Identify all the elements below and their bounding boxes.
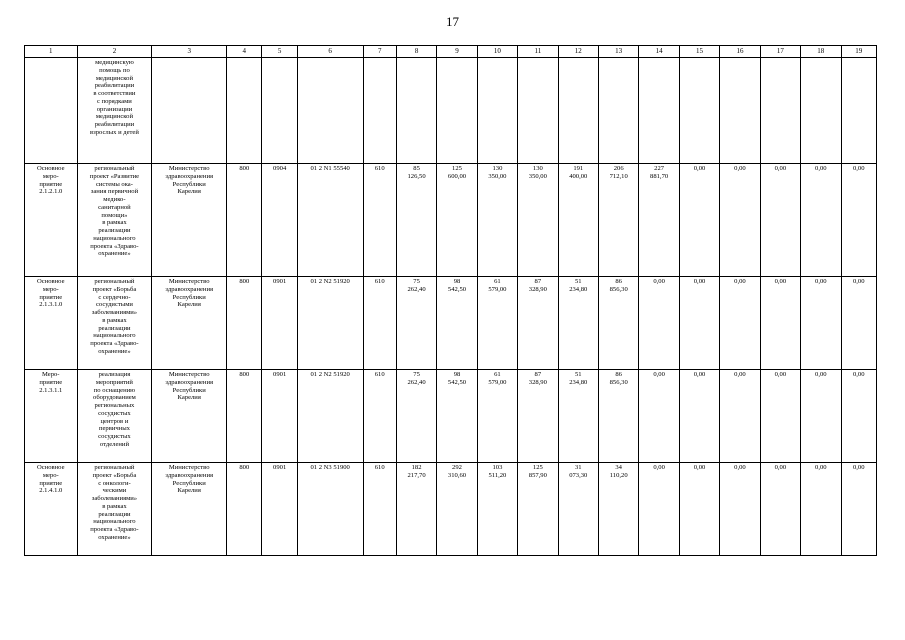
amount-cell-col-16 <box>720 164 760 277</box>
event-code-cell-line: 2.1.3.1.0 <box>39 301 63 309</box>
event-name-cell-line: медицинскую <box>95 59 134 66</box>
amount-cell-col-11 <box>518 277 558 370</box>
amount-cell-col-9 <box>437 58 477 164</box>
event-name-cell-line: проекта «Здраво- <box>90 340 139 348</box>
event-name-cell-line: в рамках <box>102 502 127 510</box>
event-code-cell-line: Основное <box>37 278 65 285</box>
amount-cell-col-15 <box>679 277 719 370</box>
amount-cell-col-9-line: 542,50 <box>447 378 467 386</box>
target-article-cell: 01 2 N1 55540 <box>297 164 363 277</box>
amount-cell-col-13 <box>598 277 638 370</box>
amount-cell-col-9-line: 542,50 <box>447 285 467 293</box>
amount-cell-col-16-line: 0,00 <box>734 371 746 378</box>
event-code-cell-line: меро- <box>42 285 59 293</box>
amount-cell-col-13-line: 856,30 <box>609 285 628 293</box>
amount-cell-col-15 <box>679 370 719 463</box>
executor-cell-line: здравоохранения <box>165 378 214 386</box>
event-name-cell-line: с сердечно- <box>98 293 131 301</box>
column-header-18: 18 <box>801 46 841 58</box>
event-code-cell <box>25 370 78 463</box>
amount-cell-col-10 <box>477 370 517 463</box>
section-code-cell: 0901 <box>262 370 297 463</box>
amount-cell-col-12-line: 51 <box>574 371 582 378</box>
amount-cell-col-15-line: 0,00 <box>693 464 706 471</box>
event-code-cell-line: меро- <box>42 471 59 479</box>
amount-cell-col-13-line: 86 <box>615 278 622 285</box>
grbs-code-cell: 800 <box>227 164 262 277</box>
amount-cell-col-13-line: 110,20 <box>609 471 628 479</box>
amount-cell-col-17 <box>760 463 800 556</box>
amount-cell-col-15-line: 0,00 <box>693 165 706 172</box>
executor-cell-line: Министерство <box>168 278 210 285</box>
section-code-cell: 0904 <box>262 164 297 277</box>
amount-cell-col-17-line: 0,00 <box>774 165 787 172</box>
amount-cell-col-17 <box>760 277 800 370</box>
amount-cell-col-12-line: 234,80 <box>569 285 588 293</box>
event-name-cell-line: региональный <box>94 165 135 172</box>
target-article-cell: 01 2 N3 51900 <box>297 463 363 556</box>
amount-cell-col-9 <box>437 463 477 556</box>
amount-cell-col-12-line: 234,80 <box>569 378 588 386</box>
amount-cell-col-10 <box>477 463 517 556</box>
amount-cell-col-12 <box>558 370 598 463</box>
page-number: 17 <box>446 14 459 29</box>
amount-cell-col-19-line: 0,00 <box>852 278 865 285</box>
event-name-cell-line: оборудованием <box>93 394 136 402</box>
amount-cell-col-13-line: 206 <box>613 165 624 172</box>
amount-cell-col-10-line: 579,00 <box>488 285 507 293</box>
expense-type-cell: 610 <box>363 164 396 277</box>
event-name-cell-line: центров и <box>100 417 129 425</box>
amount-cell-col-18-line: 0,00 <box>815 278 827 285</box>
column-header-17: 17 <box>760 46 800 58</box>
event-name-cell <box>77 164 152 277</box>
amount-cell-col-17-line: 0,00 <box>774 371 787 378</box>
amount-cell-col-15 <box>679 164 719 277</box>
event-name-cell-line: взрослых и детей <box>90 128 139 136</box>
amount-cell-col-19 <box>841 58 877 164</box>
amount-cell-col-10-line: 61 <box>494 278 501 285</box>
event-name-cell-line: мероприятий <box>95 378 133 386</box>
amount-cell-col-17-line: 0,00 <box>774 278 787 285</box>
amount-cell-col-16-line: 0,00 <box>734 464 746 471</box>
event-name-cell-line: организации <box>96 105 133 113</box>
event-name-cell-line: системы ока- <box>95 180 133 188</box>
event-code-cell-line: приятие <box>39 479 63 487</box>
amount-cell-col-11-line: 328,90 <box>528 378 547 386</box>
event-name-cell-line: санитарной <box>98 203 131 211</box>
amount-cell-col-12 <box>558 463 598 556</box>
executor-cell-line: Республики <box>172 479 206 487</box>
amount-cell-col-11-line: 87 <box>534 371 542 378</box>
executor-cell-line: Карелия <box>177 487 201 495</box>
amount-cell-col-8-line: 75 <box>413 371 420 378</box>
amount-cell-col-16 <box>720 370 760 463</box>
amount-cell-col-14 <box>639 463 679 556</box>
amount-cell-col-11-line: 130 <box>532 165 543 172</box>
amount-cell-col-9 <box>437 370 477 463</box>
column-header-12: 12 <box>558 46 598 58</box>
event-name-cell-line: первичных <box>98 425 130 433</box>
column-header-10: 10 <box>477 46 517 58</box>
amount-cell-col-19-line: 0,00 <box>852 165 865 172</box>
amount-cell-col-8 <box>396 164 436 277</box>
amount-cell-col-14 <box>639 164 679 277</box>
event-code-cell <box>25 277 78 370</box>
amount-cell-col-13 <box>598 58 638 164</box>
amount-cell-col-11 <box>518 370 558 463</box>
event-name-cell-line: национального <box>93 518 136 526</box>
event-code-cell-line: меро- <box>42 172 59 180</box>
grbs-code-cell: 800 <box>227 277 262 370</box>
event-code-cell-line: Основное <box>37 165 65 172</box>
amount-cell-col-15-line: 0,00 <box>693 371 706 378</box>
amount-cell-col-9 <box>437 164 477 277</box>
amount-cell-col-16-line: 0,00 <box>734 278 746 285</box>
target-article-cell <box>297 58 363 164</box>
amount-cell-col-9-line: 125 <box>452 165 462 172</box>
header-row <box>25 46 877 58</box>
event-name-cell-line: проект «Развитие <box>89 172 140 180</box>
amount-cell-col-8-line: 262,40 <box>407 285 426 293</box>
executor-cell-line: Министерство <box>168 165 210 172</box>
amount-cell-col-9-line: 98 <box>453 278 461 285</box>
event-name-cell-line: зания первичной <box>90 188 139 196</box>
column-header-19: 19 <box>841 46 877 58</box>
event-name-cell-line: в рамках <box>102 219 127 227</box>
grbs-code-cell: 800 <box>227 370 262 463</box>
executor-cell <box>152 370 227 463</box>
amount-cell-col-11 <box>518 164 558 277</box>
amount-cell-col-10 <box>477 164 517 277</box>
amount-cell-col-16-line: 0,00 <box>734 165 746 172</box>
amount-cell-col-16 <box>720 277 760 370</box>
amount-cell-col-17 <box>760 58 800 164</box>
event-name-cell-line: сосудистых <box>98 433 131 441</box>
event-name-cell <box>77 58 152 164</box>
column-header-8: 8 <box>396 46 436 58</box>
amount-cell-col-14-line: 0,00 <box>653 278 665 285</box>
amount-cell-col-9 <box>437 277 477 370</box>
column-header-2: 2 <box>77 46 152 58</box>
amount-cell-col-14 <box>639 58 679 164</box>
event-name-cell-line: ческими <box>102 487 127 495</box>
event-name-cell-line: в рамках <box>102 316 127 324</box>
grbs-code-cell <box>227 58 262 164</box>
section-code-cell: 0901 <box>262 463 297 556</box>
executor-cell-line: Министерство <box>168 371 210 378</box>
amount-cell-col-18-line: 0,00 <box>815 464 827 471</box>
amount-cell-col-18-line: 0,00 <box>815 371 827 378</box>
amount-cell-col-18 <box>801 58 841 164</box>
event-name-cell-line: проект «Борьба <box>92 471 137 479</box>
event-name-cell-line: реабилитации <box>94 121 135 129</box>
amount-cell-col-14-line: 227 <box>654 165 665 172</box>
amount-cell-col-9-line: 310,60 <box>447 471 467 479</box>
event-code-cell-line: 2.1.2.1.0 <box>39 188 63 196</box>
amount-cell-col-18 <box>801 277 841 370</box>
target-article-cell: 01 2 N2 51920 <box>297 277 363 370</box>
amount-cell-col-17-line: 0,00 <box>774 464 787 471</box>
event-name-cell <box>77 370 152 463</box>
amount-cell-col-8-line: 262,40 <box>407 378 426 386</box>
table-row <box>25 463 877 556</box>
executor-cell <box>152 58 227 164</box>
expense-type-cell: 610 <box>363 370 396 463</box>
section-code-cell: 0901 <box>262 277 297 370</box>
amount-cell-col-13 <box>598 370 638 463</box>
amount-cell-col-12-line: 400,00 <box>569 172 588 180</box>
event-name-cell-line: проекта «Здраво- <box>90 242 139 250</box>
amount-cell-col-9-line: 98 <box>453 371 461 378</box>
amount-cell-col-17 <box>760 370 800 463</box>
executor-cell-line: здравоохранения <box>165 172 214 180</box>
amount-cell-col-19 <box>841 463 877 556</box>
executor-cell-line: здравоохранения <box>165 285 214 293</box>
event-code-cell-line: 2.1.3.1.1 <box>39 386 63 394</box>
event-name-cell-line: национального <box>93 234 136 242</box>
amount-cell-col-14-line: 0,00 <box>653 464 665 471</box>
event-name-cell-line: отделений <box>99 440 129 448</box>
amount-cell-col-12-line: 51 <box>574 278 582 285</box>
event-code-cell-line: приятие <box>39 293 63 301</box>
amount-cell-col-10-line: 350,00 <box>488 172 507 180</box>
amount-cell-col-8 <box>396 277 436 370</box>
amount-cell-col-12-line: 073,30 <box>569 471 588 479</box>
column-header-9: 9 <box>437 46 477 58</box>
amount-cell-col-11-line: 125 <box>532 464 543 471</box>
event-name-cell-line: помощи» <box>101 211 128 219</box>
amount-cell-col-18 <box>801 370 841 463</box>
amount-cell-col-19-line: 0,00 <box>852 371 865 378</box>
amount-cell-col-14-line: 881,70 <box>650 172 669 180</box>
event-code-cell <box>25 164 78 277</box>
amount-cell-col-13-line: 34 <box>615 464 622 471</box>
amount-cell-col-9-line: 600,00 <box>447 172 467 180</box>
executor-cell <box>152 277 227 370</box>
amount-cell-col-8 <box>396 58 436 164</box>
amount-cell-col-11-line: 857,90 <box>528 471 547 479</box>
amount-cell-col-11 <box>518 58 558 164</box>
event-name-cell-line: реализации <box>98 324 131 332</box>
amount-cell-col-10 <box>477 277 517 370</box>
budget-table <box>24 45 877 556</box>
event-name-cell-line: заболеваниями» <box>91 309 138 317</box>
amount-cell-col-8 <box>396 463 436 556</box>
amount-cell-col-18-line: 0,00 <box>815 165 827 172</box>
event-name-cell-line: проекта «Здраво- <box>90 526 139 534</box>
event-name-cell-line: медицинской <box>95 113 133 121</box>
amount-cell-col-19 <box>841 277 877 370</box>
amount-cell-col-8-line: 217,70 <box>407 471 426 479</box>
amount-cell-col-12 <box>558 164 598 277</box>
event-name-cell-line: реализации <box>98 510 131 518</box>
amount-cell-col-12 <box>558 277 598 370</box>
table-row <box>25 370 877 463</box>
column-header-16: 16 <box>720 46 760 58</box>
column-header-7: 7 <box>363 46 396 58</box>
executor-cell <box>152 164 227 277</box>
amount-cell-col-13 <box>598 164 638 277</box>
amount-cell-col-8-line: 182 <box>411 464 422 471</box>
executor-cell-line: Карелия <box>177 394 201 402</box>
amount-cell-col-10-line: 61 <box>494 371 501 378</box>
executor-cell-line: Республики <box>172 293 206 301</box>
event-code-cell-line: приятие <box>39 180 63 188</box>
event-name-cell-line: заболеваниями» <box>91 495 138 503</box>
event-name-cell-line: охранение» <box>98 347 131 355</box>
column-header-4: 4 <box>227 46 262 58</box>
amount-cell-col-19 <box>841 164 877 277</box>
amount-cell-col-8-line: 126,50 <box>407 172 426 180</box>
amount-cell-col-11-line: 350,00 <box>528 172 547 180</box>
amount-cell-col-12-line: 191 <box>573 165 584 172</box>
amount-cell-col-14 <box>639 370 679 463</box>
event-name-cell-line: охранение» <box>98 250 131 258</box>
amount-cell-col-8-line: 85 <box>413 165 420 172</box>
amount-cell-col-10-line: 130 <box>492 165 503 172</box>
event-code-cell <box>25 58 78 164</box>
column-header-13: 13 <box>598 46 638 58</box>
amount-cell-col-19-line: 0,00 <box>852 464 865 471</box>
event-name-cell-line: сосудистыми <box>95 301 133 309</box>
event-name-cell-line: региональный <box>94 278 135 285</box>
amount-cell-col-11 <box>518 463 558 556</box>
amount-cell-col-13 <box>598 463 638 556</box>
executor-cell-line: здравоохранения <box>165 471 214 479</box>
event-code-cell-line: Основное <box>37 464 65 471</box>
amount-cell-col-17 <box>760 164 800 277</box>
event-name-cell-line: охранение» <box>98 533 131 541</box>
amount-cell-col-13-line: 86 <box>615 371 622 378</box>
amount-cell-col-19 <box>841 370 877 463</box>
amount-cell-col-10-line: 511,20 <box>488 471 507 479</box>
event-name-cell-line: региональных <box>94 402 135 410</box>
expense-type-cell <box>363 58 396 164</box>
amount-cell-col-11-line: 328,90 <box>528 285 547 293</box>
amount-cell-col-8-line: 75 <box>413 278 420 285</box>
event-name-cell-line: по оснащению <box>93 386 136 394</box>
amount-cell-col-9-line: 292 <box>452 464 462 471</box>
table-row <box>25 277 877 370</box>
executor-cell-line: Карелия <box>177 301 201 309</box>
event-name-cell-line: с онкологи- <box>98 479 131 487</box>
event-name-cell-line: медико- <box>103 196 126 204</box>
event-name-cell-line: реализации <box>98 227 131 235</box>
event-name-cell-line: реализация <box>98 371 131 378</box>
expense-type-cell: 610 <box>363 463 396 556</box>
table-row <box>25 58 877 164</box>
amount-cell-col-8 <box>396 370 436 463</box>
event-name-cell <box>77 463 152 556</box>
column-header-3: 3 <box>152 46 227 58</box>
event-name-cell-line: национального <box>93 332 136 340</box>
column-header-14: 14 <box>639 46 679 58</box>
column-header-11: 11 <box>518 46 558 58</box>
table-row <box>25 164 877 277</box>
executor-cell-line: Карелия <box>177 188 201 196</box>
amount-cell-col-12-line: 31 <box>574 464 582 471</box>
amount-cell-col-10-line: 579,00 <box>488 378 507 386</box>
amount-cell-col-13-line: 856,30 <box>609 378 628 386</box>
event-name-cell-line: реабилитации <box>94 82 135 90</box>
section-code-cell <box>262 58 297 164</box>
amount-cell-col-15 <box>679 463 719 556</box>
executor-cell-line: Республики <box>172 386 206 394</box>
amount-cell-col-10-line: 103 <box>492 464 503 471</box>
event-name-cell-line: медицинской <box>95 74 133 82</box>
amount-cell-col-14-line: 0,00 <box>653 371 665 378</box>
event-name-cell-line: с порядками <box>97 97 132 105</box>
amount-cell-col-10 <box>477 58 517 164</box>
executor-cell-line: Министерство <box>168 464 210 471</box>
amount-cell-col-14 <box>639 277 679 370</box>
amount-cell-col-18 <box>801 463 841 556</box>
amount-cell-col-16 <box>720 58 760 164</box>
event-code-cell-line: 2.1.4.1.0 <box>39 487 63 495</box>
amount-cell-col-13-line: 712,10 <box>609 172 628 180</box>
event-name-cell-line: региональный <box>94 464 135 471</box>
event-name-cell-line: в соответствии <box>93 90 136 98</box>
grbs-code-cell: 800 <box>227 463 262 556</box>
column-header-6: 6 <box>297 46 363 58</box>
event-name-cell-line: помощь по <box>99 66 130 74</box>
amount-cell-col-11-line: 87 <box>534 278 542 285</box>
event-code-cell-line: Меро- <box>42 371 60 378</box>
event-name-cell <box>77 277 152 370</box>
amount-cell-col-15 <box>679 58 719 164</box>
executor-cell-line: Республики <box>172 180 206 188</box>
amount-cell-col-18 <box>801 164 841 277</box>
column-header-15: 15 <box>679 46 719 58</box>
event-code-cell-line: приятие <box>39 378 63 386</box>
expense-type-cell: 610 <box>363 277 396 370</box>
amount-cell-col-12 <box>558 58 598 164</box>
amount-cell-col-16 <box>720 463 760 556</box>
amount-cell-col-15-line: 0,00 <box>693 278 706 285</box>
target-article-cell: 01 2 N2 51920 <box>297 370 363 463</box>
event-name-cell-line: сосудистых <box>98 409 131 417</box>
event-name-cell-line: проект «Борьба <box>92 285 137 293</box>
event-code-cell <box>25 463 78 556</box>
executor-cell <box>152 463 227 556</box>
column-header-1: 1 <box>25 46 78 58</box>
column-header-5: 5 <box>262 46 297 58</box>
